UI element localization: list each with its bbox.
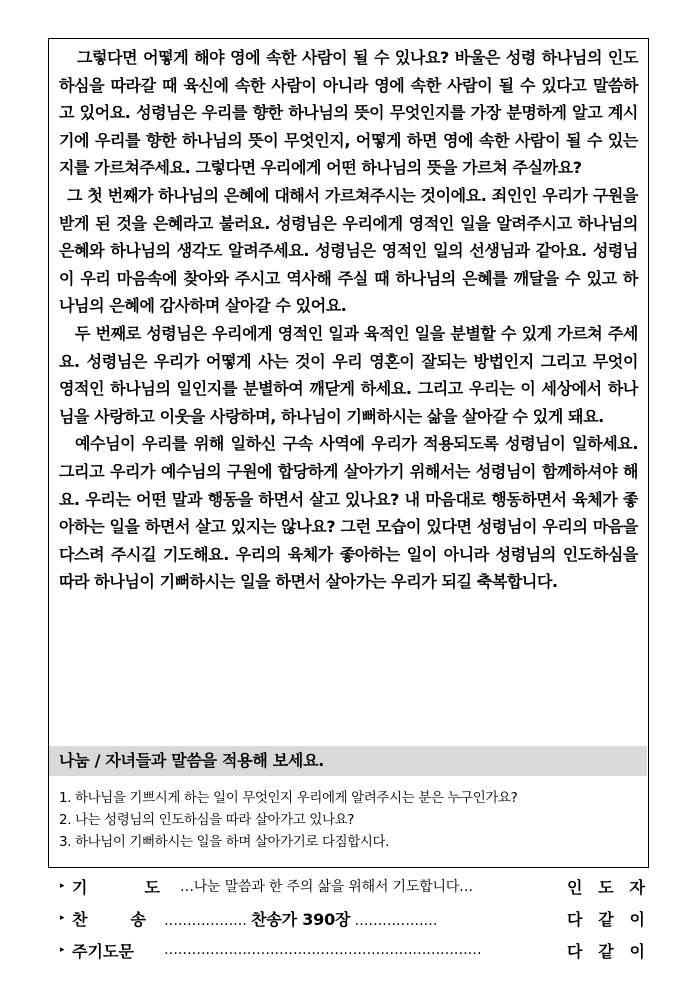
order-label: 찬 송 [72,909,146,929]
question-item: 1. 하나님을 기쁘시게 하는 일이 무엇인지 우리에게 알려주시는 분은 누구인가요? [59,790,518,806]
sharing-header: 나눔 / 자녀들과 말씀을 적용해 보세요. [49,746,647,776]
sermon-text [59,44,638,596]
arrow-icon: ▸ [60,945,65,955]
order-row-hymn [60,903,645,933]
order-detail: ……………… 찬송가 390장 ……………… [164,909,438,929]
question-item: 2. 나는 성령님의 인도하심을 따라 살아가고 있나요? [59,812,355,828]
arrow-icon: ▸ [60,913,65,923]
paragraph: 예수님이 우리를 위해 일하신 구속 사역에 우리가 적용되도록 성령님이 일하세요. 그리고 우리가 예수님의 구원에 합당하게 살아가기 위해서는 성령님이 함께하셔야 해요. 우리는 어떤 말과 행동을 하면서 살고 있나요? 내 마음대로 행동하면서 육체가 좋아하는 일을 하면서 살고 있지는 않나요? 그런 모습이 있다면 성령님이 우리의 마음을 다스려 주시길 기도해요. 우리의 육체가 좋아하는 일이 아니라 성령님의 인도하심을 따라 하나님이 기뻐하시는 일을 하면서 살아가는 우리가 되길 축복합니다. [59,434,638,592]
order-row-lords-prayer [60,935,645,965]
order-label: 주 기 도 문 [72,941,134,961]
sermon-box [48,38,649,868]
order-role: 다 같 이 [567,941,645,961]
arrow-icon: ▸ [60,881,65,891]
paragraph: 그 첫 번째가 하나님의 은혜에 대해서 가르쳐주시는 것이에요. 죄인인 우리가 구원을 받게 된 것을 은혜라고 불러요. 성령님은 우리에게 영적인 일을 알려주시고 하나님의 은혜와 하나님의 생각도 알려주세요. 성령님은 영적인 일의 선생님과 같아요. 성령님이 우리 마음속에 찾아와 주시고 역사해 주실 때 하나님의 은혜를 깨달을 수 있고 하나님의 은혜에 감사하며 살아갈 수 있어요. [59,185,638,316]
paragraph: 두 번째로 성령님은 우리에게 영적인 일과 육적인 일을 분별할 수 있게 가르쳐 주세요. 성령님은 우리가 어떻게 사는 것이 우리 영혼이 잘되는 방법인지 그리고 무엇이 영적인 하나님의 일인지를 분별하여 깨닫게 하세요. 그리고 우리는 이 세상에서 하나님을 사랑하고 이웃을 사랑하며, 하나님이 기뻐하시는 삶을 살아갈 수 있게 돼요. [59,323,638,426]
question-item: 3. 하나님이 기뻐하시는 일을 하며 살아가기로 다짐합시다. [59,834,390,850]
sharing-questions [59,787,639,853]
order-row-prayer [60,871,645,901]
order-role: 다 같 이 [567,909,645,929]
paragraph: 그렇다면 어떻게 해야 영에 속한 사람이 될 수 있나요? 바울은 성령 하나님의 인도하심을 따라갈 때 육신에 속한 사람이 아니라 영에 속한 사람이 될 수 있다고 말씀하고 있어요. 성령님은 우리를 향한 하나님의 뜻이 무엇인지를 가장 분명하게 알고 계시기에 우리를 향한 하나님의 뜻이 무엇인지, 어떻게 하면 영에 속한 사람이 될 수 있는지를 가르쳐주세요. 그렇다면 우리에게 어떤 하나님의 뜻을 가르쳐 주실까요? [59,48,638,178]
order-label: 기 도 [72,877,160,897]
order-role: 인 도 자 [567,877,645,897]
order-detail: …………………………………………………………… [164,942,482,958]
order-detail: …나눈 말씀과 한 주의 삶을 위해서 기도합니다… [180,879,473,895]
